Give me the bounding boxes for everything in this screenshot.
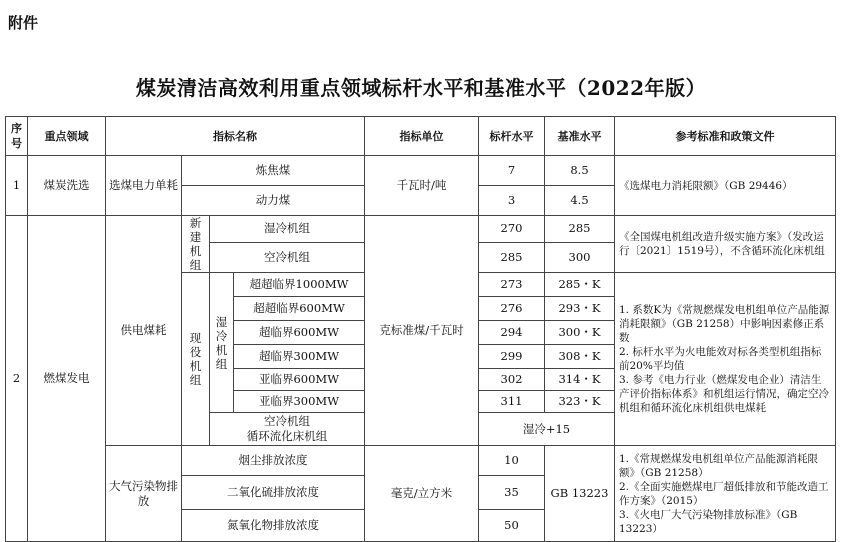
table-header-row	[6, 117, 836, 156]
indicator-cell: 超临界300MW	[234, 345, 365, 369]
benchmark-cell: 10	[479, 446, 545, 476]
indicator-cell: 超临界600MW	[234, 321, 365, 345]
benchmark-cell: 302	[479, 369, 545, 391]
indicator-cell: 超超临界600MW	[234, 297, 365, 321]
header-benchmark: 标杆水平	[479, 117, 545, 156]
benchmark-cell: 294	[479, 321, 545, 345]
header-indicator: 指标名称	[106, 117, 365, 156]
unit-cell: 毫克/立方米	[365, 446, 479, 542]
benchmark-cell: 276	[479, 297, 545, 321]
table-row	[6, 216, 836, 243]
category-cell: 选煤电力单耗	[106, 156, 182, 216]
indicator-cell: 动力煤	[182, 186, 365, 216]
baseline-cell: 300・K	[545, 321, 615, 345]
header-reference: 参考标准和政策文件	[615, 117, 836, 156]
benchmark-cell: 270	[479, 216, 545, 243]
benchmark-cell: 299	[479, 345, 545, 369]
field-cell: 燃煤发电	[28, 216, 106, 542]
category-cell: 大气污染物排放	[106, 446, 182, 542]
baseline-cell: 300	[545, 242, 615, 272]
header-field: 重点领域	[28, 117, 106, 156]
baseline-cell: 285	[545, 216, 615, 243]
baseline-cell: 8.5	[545, 156, 615, 186]
benchmark-cell: 273	[479, 273, 545, 297]
indicator-cell: 湿冷机组	[210, 216, 365, 243]
indicator-cell: 炼焦煤	[182, 156, 365, 186]
reference-cell: 1.《常规燃煤发电机组单位产品能源消耗限额》（GB 21258） 2.《全面实施燃煤电厂超低排放和节能改造工作方案》（2015） 3.《火电厂大气污染物排放标准》（GB 13223）	[615, 446, 836, 542]
benchmark-cell: 7	[479, 156, 545, 186]
baseline-cell: 323・K	[545, 391, 615, 413]
wet-cooling-label: 湿冷机组	[210, 273, 234, 413]
existing-units-label: 现役机组	[182, 273, 210, 446]
benchmark-cell: 3	[479, 186, 545, 216]
benchmark-cell: 50	[479, 510, 545, 542]
new-units-label: 新建机组	[182, 216, 210, 273]
indicator-cell: 空冷机组	[210, 242, 365, 272]
baseline-cell: 314・K	[545, 369, 615, 391]
unit-cell: 克标准煤/千瓦时	[365, 216, 479, 446]
document-title: 煤炭清洁高效利用重点领域标杆水平和基准水平（2022年版）	[135, 76, 707, 100]
baseline-cell: GB 13223	[545, 446, 615, 542]
header-unit: 指标单位	[365, 117, 479, 156]
reference-cell: 《选煤电力消耗限额》（GB 29446）	[615, 156, 836, 216]
indicator-cell: 超超临界1000MW	[234, 273, 365, 297]
table-row	[6, 156, 836, 186]
benchmark-cell: 311	[479, 391, 545, 413]
indicator-cell: 烟尘排放浓度	[182, 446, 365, 476]
indicator-cell: 氮氧化物排放浓度	[182, 510, 365, 542]
header-baseline: 基准水平	[545, 117, 615, 156]
reference-cell: 《全国煤电机组改造升级实施方案》（发改运行〔2021〕1519号），不含循环流化床机组	[615, 216, 836, 273]
benchmark-table	[5, 116, 836, 542]
annex-label: 附件	[8, 14, 39, 32]
baseline-cell: 285・K	[545, 273, 615, 297]
header-seq: 序号	[6, 117, 28, 156]
indicator-cell: 空冷机组 循环流化床机组	[210, 413, 365, 446]
benchmark-cell: 285	[479, 242, 545, 272]
table-row	[6, 446, 836, 476]
field-cell: 煤炭洗选	[28, 156, 106, 216]
indicator-cell: 二氧化硫排放浓度	[182, 476, 365, 510]
indicator-cell: 亚临界600MW	[234, 369, 365, 391]
baseline-cell: 293・K	[545, 297, 615, 321]
value-cell: 湿冷+15	[479, 413, 615, 446]
benchmark-cell: 35	[479, 476, 545, 510]
reference-cell: 1. 系数K为《常规燃煤发电机组单位产品能源消耗限额》（GB 21258）中影响因素修正系数 2. 标杆水平为火电能效对标各类型机组指标前20%平均值 3. 参考《电力行业（燃煤发电企业）清洁生产评价指标体系》和机组运行情况，确定空冷机组和循环流化床机组供电煤耗	[615, 273, 836, 446]
baseline-cell: 308・K	[545, 345, 615, 369]
category-cell: 供电煤耗	[106, 216, 182, 446]
seq-cell: 2	[6, 216, 28, 542]
unit-cell: 千瓦时/吨	[365, 156, 479, 216]
indicator-cell: 亚临界300MW	[234, 391, 365, 413]
baseline-cell: 4.5	[545, 186, 615, 216]
seq-cell: 1	[6, 156, 28, 216]
